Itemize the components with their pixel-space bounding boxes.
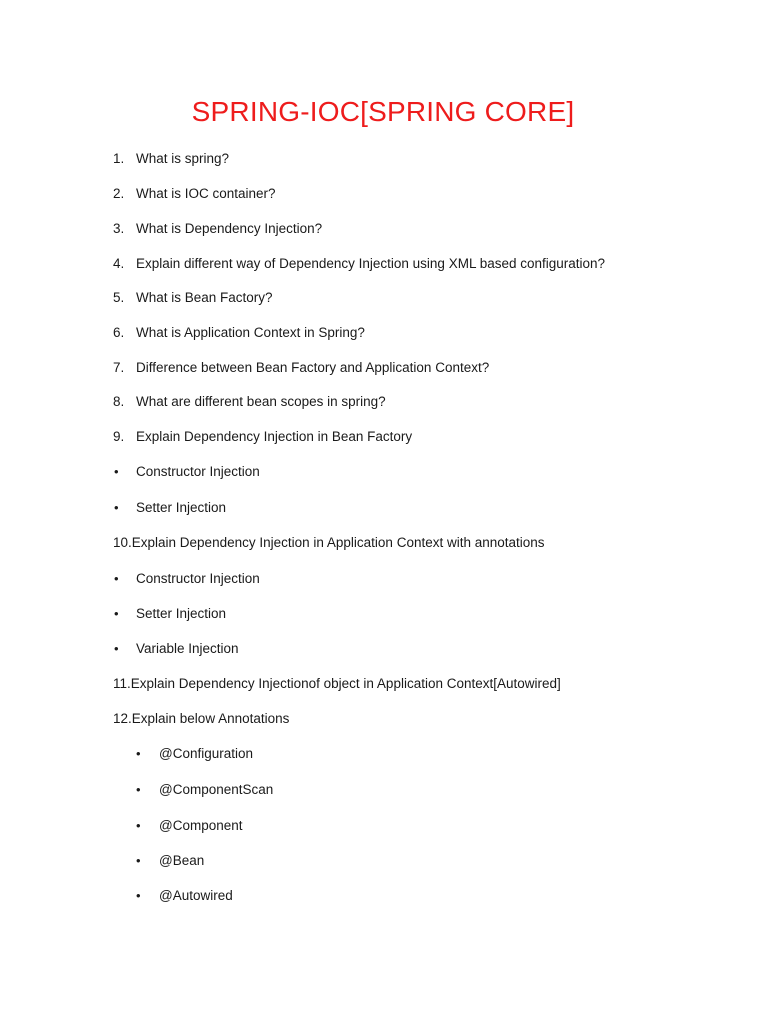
question-number: 1. [113,151,125,166]
bullet-icon: • [114,571,119,586]
question-text: What is spring? [136,151,230,166]
question-text: What is Dependency Injection? [136,221,323,236]
question-text: Difference between Bean Factory and Application Context? [136,360,490,375]
question-number: 5. [113,290,125,305]
bullet-icon: • [114,464,119,479]
bullet-icon: • [136,782,141,797]
bullet-text: Setter Injection [136,606,227,621]
question-text: 12.Explain below Annotations [113,711,290,726]
question-number: 8. [113,394,125,409]
question-text: What is Bean Factory? [136,290,273,305]
question-text: 10.Explain Dependency Injection in Application Context with annotations [113,535,545,550]
bullet-text: @Bean [159,853,205,868]
bullet-text: Variable Injection [136,641,239,656]
bullet-icon: • [114,500,119,515]
question-text: Explain Dependency Injection in Bean Factory [136,429,413,444]
question-text: What is Application Context in Spring? [136,325,365,340]
question-number: 7. [113,360,125,375]
bullet-text: Constructor Injection [136,571,260,586]
bullet-text: Setter Injection [136,500,227,515]
bullet-icon: • [136,818,141,833]
bullet-icon: • [136,746,141,761]
question-text: What is IOC container? [136,186,276,201]
question-number: 4. [113,256,125,271]
bullet-text: @Autowired [159,888,233,903]
bullet-icon: • [114,641,119,656]
bullet-text: @ComponentScan [159,782,274,797]
question-number: 2. [113,186,125,201]
question-text: Explain different way of Dependency Injection using XML based configuration? [136,256,606,271]
question-text: 11.Explain Dependency Injectionof object in Application Context[Autowired] [113,676,561,691]
bullet-icon: • [114,606,119,621]
document-title: SPRING-IOC[SPRING CORE] [191,96,575,127]
bullet-icon: • [136,888,141,903]
bullet-icon: • [136,853,141,868]
question-number: 6. [113,325,125,340]
bullet-text: Constructor Injection [136,464,260,479]
question-number: 9. [113,429,125,444]
bullet-text: @Configuration [159,746,254,761]
question-text: What are different bean scopes in spring? [136,394,386,409]
bullet-text: @Component [159,818,243,833]
question-number: 3. [113,221,125,236]
